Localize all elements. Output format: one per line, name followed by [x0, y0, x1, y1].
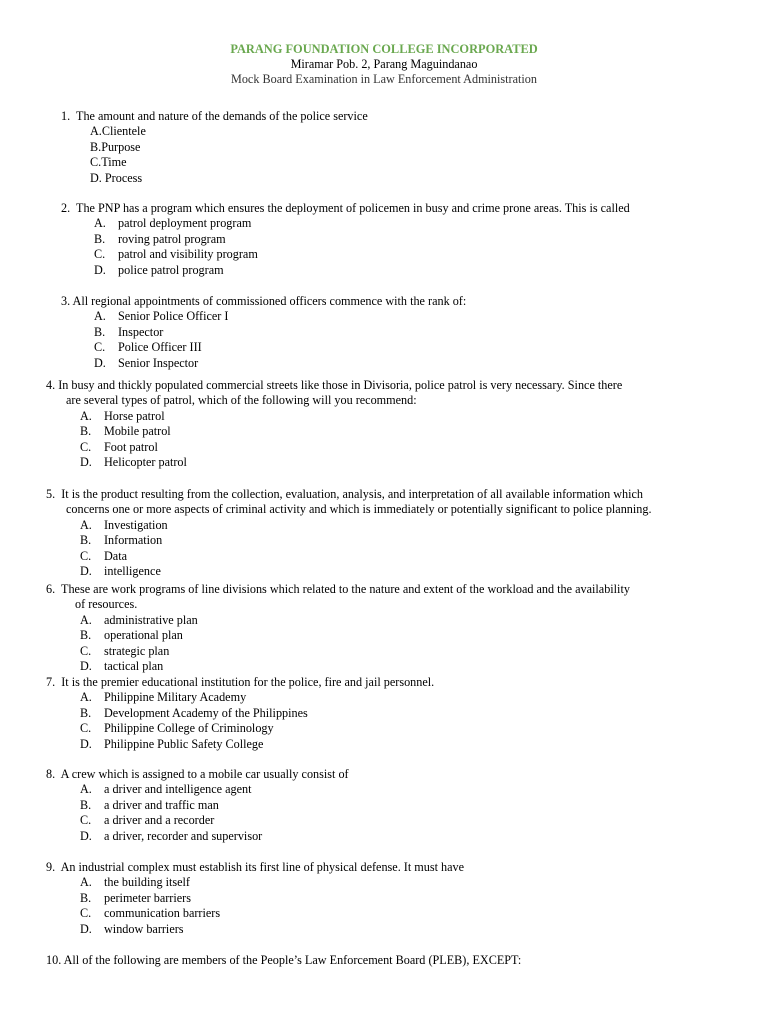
question-text: It is the product resulting from the collection, evaluation, analysis, and interpretation of all available information which	[61, 487, 644, 501]
option-b: B. a driver and traffic man	[80, 797, 219, 812]
document-header	[0, 42, 768, 87]
option-b: B. Inspector	[94, 324, 164, 339]
question-text: A crew which is assigned to a mobile car usually consist of	[60, 767, 349, 781]
question-4	[0, 378, 622, 470]
option-b: B. Mobile patrol	[80, 424, 171, 439]
question-7	[0, 675, 434, 752]
option-c: C. patrol and visibility program	[94, 247, 258, 262]
question-number: 6.	[46, 582, 56, 596]
question-stem	[0, 767, 349, 782]
question-text: The amount and nature of the demands of the police service	[76, 109, 368, 123]
question-stem	[0, 675, 434, 690]
question-text: All of the following are members of the People’s Law Enforcement Board (PLEB), EXCEPT:	[63, 953, 522, 967]
question-2	[0, 201, 630, 278]
question-stem	[0, 294, 466, 309]
option-d: D. police patrol program	[94, 262, 224, 277]
college-name: PARANG FOUNDATION COLLEGE INCORPORATED	[230, 42, 538, 56]
option-d: D. tactical plan	[80, 659, 164, 674]
question-8	[0, 767, 349, 844]
question-stem	[0, 487, 652, 502]
option-a: A. patrol deployment program	[94, 216, 252, 231]
question-text-continued: concerns one or more aspects of criminal activity and which is immediately or potentially significant to police planning.	[66, 502, 652, 517]
question-stem	[0, 201, 630, 216]
option-c: C. a driver and a recorder	[80, 813, 215, 828]
question-number: 8.	[46, 767, 56, 781]
question-stem	[0, 953, 521, 968]
option-b: B.Purpose	[90, 139, 141, 154]
option-a: A. a driver and intelligence agent	[80, 782, 252, 797]
option-b: B. roving patrol program	[94, 231, 226, 246]
option-d: D. Senior Inspector	[94, 355, 199, 370]
option-c: C. Foot patrol	[80, 439, 158, 454]
question-text-continued: of resources.	[75, 597, 138, 612]
question-number: 9.	[46, 860, 56, 874]
option-b: B. Information	[80, 533, 163, 548]
question-9	[0, 860, 464, 937]
question-number: 3.	[61, 294, 71, 308]
option-d: D. window barriers	[80, 921, 184, 936]
college-address: Miramar Pob. 2, Parang Maguindanao	[290, 57, 478, 71]
question-text: These are work programs of line divisions which related to the nature and extent of the workload and the availability	[61, 582, 630, 596]
option-a: A.Clientele	[90, 124, 146, 139]
question-number: 1.	[61, 109, 71, 123]
option-d: D. Process	[90, 170, 143, 185]
question-number: 4.	[46, 378, 56, 392]
question-10	[0, 953, 521, 968]
question-text: It is the premier educational institution for the police, fire and jail personnel.	[61, 675, 435, 689]
option-b: B. operational plan	[80, 628, 183, 643]
question-stem	[0, 582, 630, 597]
question-number: 2.	[61, 201, 71, 215]
question-text: An industrial complex must establish its first line of physical defense. It must have	[60, 860, 465, 874]
option-d: D. Philippine Public Safety College	[80, 736, 264, 751]
question-1	[0, 109, 368, 186]
question-stem	[0, 860, 464, 875]
option-c: C. Police Officer III	[94, 340, 202, 355]
option-c: C. strategic plan	[80, 643, 170, 658]
question-5	[0, 487, 652, 579]
option-c: C. communication barriers	[80, 906, 221, 921]
option-b: B. Development Academy of the Philippines	[80, 705, 308, 720]
option-c: C. Philippine College of Criminology	[80, 721, 274, 736]
option-a: A. Philippine Military Academy	[80, 690, 247, 705]
option-c: C.Time	[90, 155, 127, 170]
question-number: 10.	[46, 953, 62, 967]
option-a: A. administrative plan	[80, 612, 198, 627]
question-stem	[0, 109, 368, 124]
option-d: D. intelligence	[80, 564, 161, 579]
question-6	[0, 582, 630, 674]
question-text: All regional appointments of commissioned officers commence with the rank of:	[72, 294, 467, 308]
option-a: A. Horse patrol	[80, 408, 165, 423]
option-a: A. the building itself	[80, 875, 190, 890]
question-text-continued: are several types of patrol, which of the following will you recommend:	[66, 393, 417, 408]
option-a: A. Investigation	[80, 517, 168, 532]
exam-title: Mock Board Examination in Law Enforcement Administration	[231, 72, 537, 86]
option-d: D. Helicopter patrol	[80, 455, 187, 470]
option-a: A. Senior Police Officer I	[94, 309, 229, 324]
question-3	[0, 294, 466, 371]
option-c: C. Data	[80, 548, 128, 563]
question-stem	[0, 378, 622, 393]
question-number: 7.	[46, 675, 56, 689]
option-b: B. perimeter barriers	[80, 890, 191, 905]
option-d: D. a driver, recorder and supervisor	[80, 828, 263, 843]
question-text: The PNP has a program which ensures the deployment of policemen in busy and crime prone areas. This is called	[76, 201, 630, 215]
question-number: 5.	[46, 487, 56, 501]
question-text: In busy and thickly populated commercial streets like those in Divisoria, police patrol is very necessary. Since there	[58, 378, 623, 392]
